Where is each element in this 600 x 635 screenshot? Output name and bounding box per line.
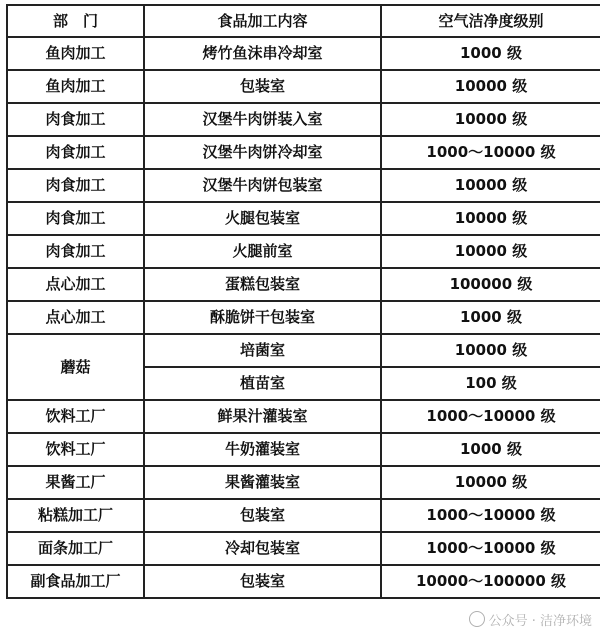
cell-grade: 1000～10000 级	[381, 400, 600, 433]
watermark-text: 公众号 · 洁净环境	[488, 614, 592, 629]
cell-content: 植苗室	[144, 367, 381, 400]
cell-content: 烤竹鱼沫串冷却室	[144, 37, 381, 70]
wechat-icon	[469, 611, 485, 627]
table-header-row	[7, 5, 600, 37]
table-row	[7, 37, 600, 70]
cell-department: 肉食加工	[7, 136, 144, 169]
table-row	[7, 268, 600, 301]
cell-grade: 10000 级	[381, 103, 600, 136]
table-row	[7, 103, 600, 136]
cell-department: 鱼肉加工	[7, 70, 144, 103]
cell-content: 包装室	[144, 565, 381, 598]
cell-content: 培菌室	[144, 334, 381, 367]
cell-department: 肉食加工	[7, 235, 144, 268]
cell-department-merged: 蘑菇	[7, 334, 144, 400]
cell-content: 酥脆饼干包装室	[144, 301, 381, 334]
table-row	[7, 169, 600, 202]
cell-grade: 1000～10000 级	[381, 532, 600, 565]
cell-grade: 100000 级	[381, 268, 600, 301]
cell-grade: 10000 级	[381, 202, 600, 235]
header-content: 食品加工内容	[144, 5, 381, 37]
cell-grade: 1000 级	[381, 433, 600, 466]
cell-grade: 10000 级	[381, 169, 600, 202]
cell-grade: 1000～10000 级	[381, 499, 600, 532]
table-row	[7, 301, 600, 334]
cell-grade: 1000 级	[381, 37, 600, 70]
clean-room-table-container	[6, 4, 600, 599]
table-row	[7, 499, 600, 532]
cell-content: 果酱灌装室	[144, 466, 381, 499]
header-department: 部 门	[7, 5, 144, 37]
header-grade: 空气洁净度级别	[381, 5, 600, 37]
cell-grade: 10000 级	[381, 334, 600, 367]
table-row	[7, 235, 600, 268]
cell-department: 副食品加工厂	[7, 565, 144, 598]
cell-department: 肉食加工	[7, 103, 144, 136]
cell-grade: 100 级	[381, 367, 600, 400]
cell-content: 冷却包装室	[144, 532, 381, 565]
cell-content: 火腿包装室	[144, 202, 381, 235]
cell-department: 点心加工	[7, 301, 144, 334]
cell-grade: 10000 级	[381, 466, 600, 499]
cell-grade: 10000 级	[381, 235, 600, 268]
cell-department: 肉食加工	[7, 169, 144, 202]
cell-department: 点心加工	[7, 268, 144, 301]
cell-grade: 10000 级	[381, 70, 600, 103]
cell-content: 汉堡牛肉饼装入室	[144, 103, 381, 136]
cell-grade: 10000～100000 级	[381, 565, 600, 598]
table-row	[7, 334, 600, 367]
cell-content: 汉堡牛肉饼包装室	[144, 169, 381, 202]
cell-department: 饮料工厂	[7, 400, 144, 433]
cell-department: 肉食加工	[7, 202, 144, 235]
cell-content: 牛奶灌装室	[144, 433, 381, 466]
table-row	[7, 136, 600, 169]
table-row	[7, 565, 600, 598]
cell-content: 包装室	[144, 70, 381, 103]
cell-content: 鲜果汁灌装室	[144, 400, 381, 433]
cell-content: 包装室	[144, 499, 381, 532]
cell-department: 饮料工厂	[7, 433, 144, 466]
cell-content: 火腿前室	[144, 235, 381, 268]
cell-department: 鱼肉加工	[7, 37, 144, 70]
cell-grade: 1000～10000 级	[381, 136, 600, 169]
table-row	[7, 70, 600, 103]
cell-department: 面条加工厂	[7, 532, 144, 565]
table-row	[7, 202, 600, 235]
cell-content: 蛋糕包装室	[144, 268, 381, 301]
table-row	[7, 532, 600, 565]
cell-grade: 1000 级	[381, 301, 600, 334]
table-row	[7, 400, 600, 433]
watermark	[469, 610, 592, 629]
table-row	[7, 466, 600, 499]
clean-room-table	[6, 4, 600, 599]
cell-department: 果酱工厂	[7, 466, 144, 499]
cell-content: 汉堡牛肉饼冷却室	[144, 136, 381, 169]
cell-department: 粘糕加工厂	[7, 499, 144, 532]
table-row	[7, 433, 600, 466]
